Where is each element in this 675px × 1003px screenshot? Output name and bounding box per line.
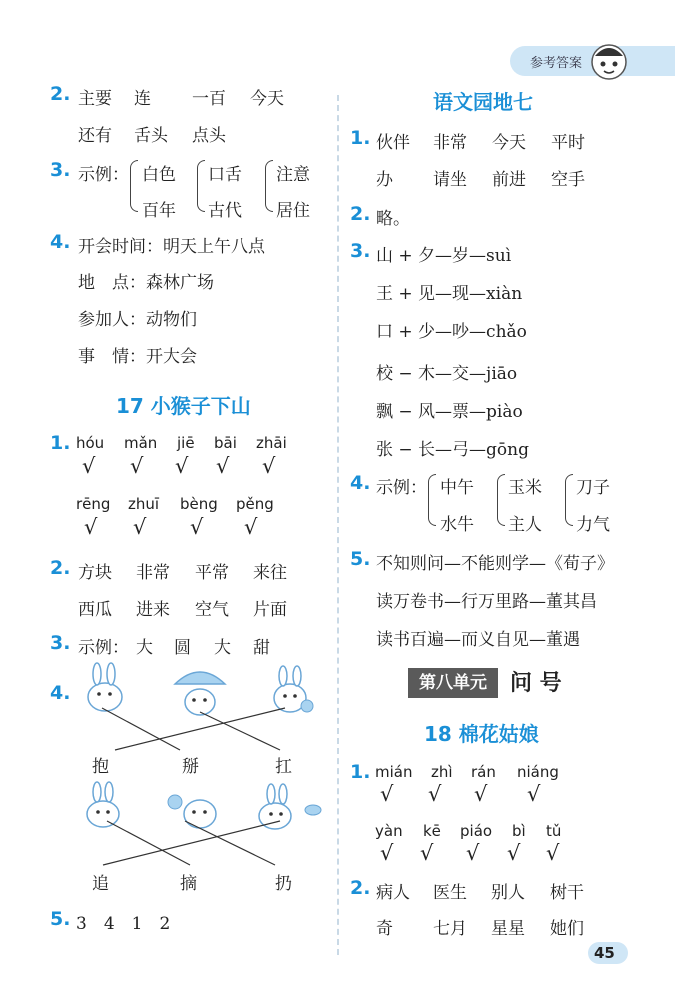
brace	[197, 160, 205, 212]
check-mark: √	[244, 515, 258, 539]
question-number: 3.	[350, 240, 371, 262]
pinyin: tǔ	[546, 822, 562, 840]
answer-word: 刀子	[576, 478, 610, 498]
answer-tag-label: 参考答案	[530, 56, 583, 71]
answer-word: 进来	[136, 600, 170, 620]
verb-char: 追	[92, 874, 109, 894]
answer-word: 大	[136, 638, 153, 658]
answer-word: 她们	[550, 919, 584, 939]
check-mark: √	[175, 454, 189, 478]
answer-word: 一百	[192, 89, 226, 109]
check-mark: √	[474, 782, 488, 806]
answer-word: 点头	[192, 126, 226, 146]
matching-lines-bottom	[95, 815, 295, 870]
answer-word: 方块	[78, 563, 112, 583]
proverb-line: 不知则问—不能则学—《荀子》	[376, 554, 614, 574]
answer-word: 非常	[433, 133, 467, 153]
char-formula: 王 + 见—现—xiàn	[376, 284, 523, 304]
answer-word: 伙伴	[376, 133, 410, 153]
question-number: 4.	[50, 682, 71, 704]
question-number: 2.	[350, 203, 371, 225]
question-number: 4.	[350, 472, 371, 494]
answer-word: 片面	[253, 600, 287, 620]
answer-word: 非常	[136, 563, 170, 583]
check-mark: √	[428, 782, 442, 806]
proverb-line: 读书百遍—而义自见—董遇	[376, 630, 580, 650]
pinyin: rēng	[76, 495, 111, 513]
example-label: 示例：	[78, 638, 129, 658]
question-number: 2.	[50, 557, 71, 579]
answer-word: 办	[376, 170, 393, 190]
question-number: 3.	[50, 159, 71, 181]
pinyin: kē	[423, 822, 441, 840]
answer-word: 医生	[433, 883, 467, 903]
question-number: 5.	[350, 548, 371, 570]
pinyin: rán	[471, 763, 496, 781]
verb-char: 扛	[275, 757, 292, 777]
check-mark: √	[546, 841, 560, 865]
check-mark: √	[466, 841, 480, 865]
answer-word: 平时	[551, 133, 585, 153]
unit-title: 问 号	[510, 671, 562, 696]
answer-word: 居住	[276, 201, 310, 221]
answer-text: 略。	[376, 209, 410, 229]
answer-word: 力气	[576, 515, 610, 535]
column-divider	[337, 95, 339, 955]
check-mark: √	[130, 454, 144, 478]
mascot-icon	[588, 40, 630, 82]
pinyin: zhuī	[128, 495, 160, 513]
answer-word: 白色	[142, 165, 176, 185]
check-mark: √	[380, 782, 394, 806]
example-label: 示例：	[78, 165, 129, 185]
verb-char: 扔	[275, 874, 292, 894]
page-number: 45	[594, 944, 615, 962]
example-label: 示例：	[376, 478, 427, 498]
pinyin: hóu	[76, 434, 105, 452]
proverb-line: 读万卷书—行万里路—董其昌	[376, 592, 597, 612]
char-formula: 飘 − 风—票—piào	[376, 402, 523, 422]
answer-order: 3 4 1 2	[76, 914, 171, 934]
answer-word: 前进	[492, 170, 526, 190]
pinyin: zhì	[431, 763, 453, 781]
answer-word: 口舌	[208, 165, 242, 185]
answer-word: 今天	[250, 89, 284, 109]
answer-word: 空手	[551, 170, 585, 190]
notice-line: 参加人：动物们	[78, 310, 197, 330]
question-number: 4.	[50, 231, 71, 253]
char-formula: 张 − 长—弓—gōng	[376, 440, 529, 460]
check-mark: √	[190, 515, 204, 539]
pinyin: bāi	[214, 434, 237, 452]
pinyin: bèng	[180, 495, 218, 513]
pinyin: niáng	[517, 763, 559, 781]
lesson-title: 17 小猴子下山	[116, 394, 251, 418]
char-formula: 山 + 夕—岁—suì	[376, 246, 512, 266]
pinyin: mǎn	[124, 434, 158, 452]
question-number: 2.	[50, 83, 71, 105]
notice-line: 事 情：开大会	[78, 347, 197, 367]
question-number: 3.	[50, 632, 71, 654]
lesson-title: 18 棉花姑娘	[424, 722, 539, 746]
question-number: 2.	[350, 877, 371, 899]
brace	[497, 474, 505, 526]
answer-word: 平常	[195, 563, 229, 583]
pinyin: mián	[375, 763, 413, 781]
check-mark: √	[527, 782, 541, 806]
answer-word: 中午	[440, 478, 474, 498]
pinyin: pěng	[236, 495, 274, 513]
answer-word: 舌头	[134, 126, 168, 146]
check-mark: √	[507, 841, 521, 865]
section-title: 语文园地七	[433, 90, 533, 114]
matching-lines-top	[90, 700, 300, 755]
check-mark: √	[420, 841, 434, 865]
question-number: 1.	[350, 127, 371, 149]
answer-word: 西瓜	[78, 600, 112, 620]
answer-word: 今天	[492, 133, 526, 153]
char-formula: 口 + 少—吵—chǎo	[376, 322, 527, 342]
notice-line: 地 点：森林广场	[78, 273, 214, 293]
answer-word: 还有	[78, 126, 112, 146]
answer-word: 别人	[491, 883, 525, 903]
check-mark: √	[82, 454, 96, 478]
answer-word: 请坐	[433, 170, 467, 190]
answer-word: 连	[134, 89, 151, 109]
check-mark: √	[84, 515, 98, 539]
question-number: 5.	[50, 908, 71, 930]
question-number: 1.	[350, 761, 371, 783]
answer-word: 七月	[433, 919, 467, 939]
check-mark: √	[262, 454, 276, 478]
brace	[130, 160, 138, 212]
answer-word: 大	[214, 638, 231, 658]
answer-word: 主要	[78, 89, 112, 109]
verb-char: 摘	[180, 874, 197, 894]
answer-word: 圆	[174, 638, 191, 658]
check-mark: √	[216, 454, 230, 478]
answer-word: 百年	[142, 201, 176, 221]
answer-word: 来往	[253, 563, 287, 583]
pinyin: bì	[512, 822, 526, 840]
answer-word: 病人	[376, 883, 410, 903]
check-mark: √	[380, 841, 394, 865]
brace	[265, 160, 273, 212]
answer-word: 星星	[491, 919, 525, 939]
answer-word: 主人	[508, 515, 542, 535]
verb-char: 抱	[92, 757, 109, 777]
pinyin: jiē	[177, 434, 195, 452]
char-formula: 校 − 木—交—jiāo	[376, 364, 518, 384]
pinyin: zhāi	[256, 434, 287, 452]
brace	[428, 474, 436, 526]
answer-word: 注意	[276, 165, 310, 185]
answer-word: 水牛	[440, 515, 474, 535]
answer-word: 玉米	[508, 478, 542, 498]
brace	[565, 474, 573, 526]
answer-word: 奇	[376, 919, 393, 939]
question-number: 1.	[50, 432, 71, 454]
answer-word: 空气	[195, 600, 229, 620]
pinyin: yàn	[375, 822, 403, 840]
pinyin: piáo	[460, 822, 493, 840]
notice-line: 开会时间：明天上午八点	[78, 237, 265, 257]
answer-word: 甜	[253, 638, 270, 658]
check-mark: √	[133, 515, 147, 539]
answer-word: 树干	[550, 883, 584, 903]
unit-badge: 第八单元	[408, 668, 498, 698]
verb-char: 掰	[182, 757, 199, 777]
answer-word: 古代	[208, 201, 242, 221]
